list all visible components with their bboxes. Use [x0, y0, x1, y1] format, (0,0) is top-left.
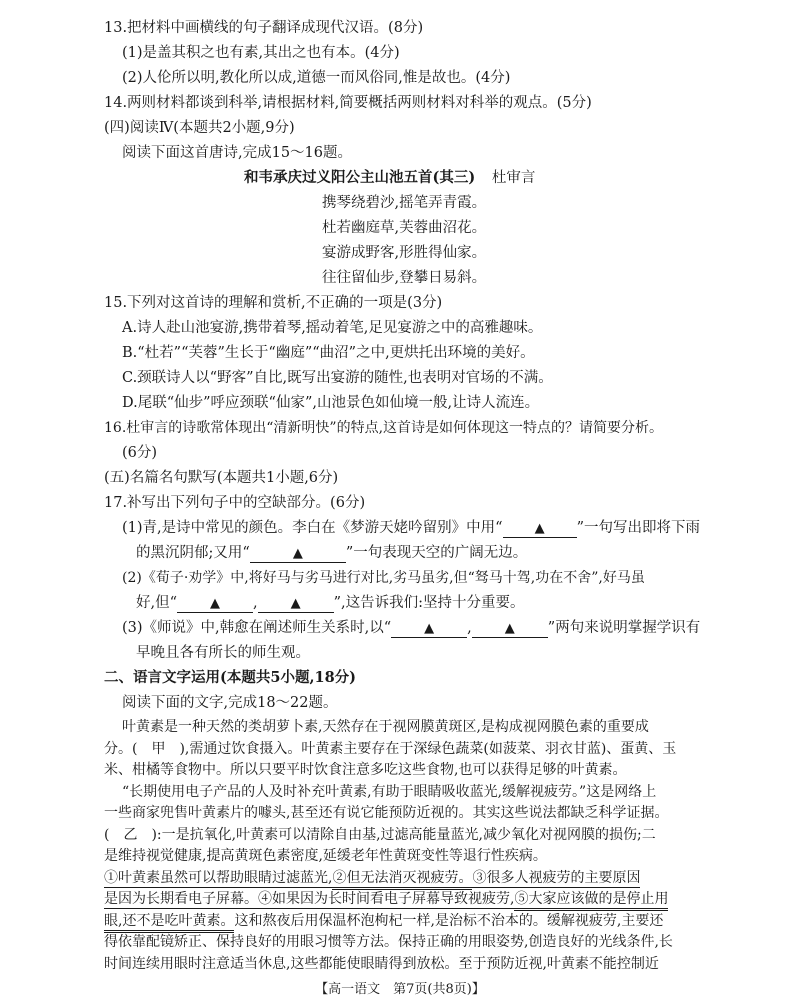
passage-line: 一些商家兜售叶黄素片的噱头,甚至还有说它能预防近视的。其实这些说法都缺乏科学证据。 [104, 805, 669, 821]
q17-text: , [467, 620, 472, 636]
sentence-5: ⑤大家应该做的是停止用 [514, 891, 668, 911]
q17-item-3-cont: 早晚且各有所长的师生观。 [136, 645, 310, 661]
poem-line: 杜若幽庭草,芙蓉曲沼花。 [322, 220, 487, 236]
q17-item-2: (2)《荀子·劝学》中,将好马与劣马进行对比,劣马虽劣,但“驽马十驾,功在不舍”,好马虽 [122, 570, 645, 586]
q16-points: (6分) [122, 445, 158, 461]
poem-heading [244, 168, 535, 188]
q17-text: (1)青,是诗中常见的颜色。李白在《梦游天姥吟留别》中用“ [122, 520, 503, 536]
q15-stem: 15.下列对这首诗的理解和赏析,不正确的一项是(3分) [104, 295, 443, 311]
page-footer: 【高一语文 第7页(共8页)】 [315, 982, 485, 997]
fill-blank[interactable]: ▲ [177, 596, 253, 613]
passage-line: 米、柑橘等食物中。所以只要平时饮食注意多吃这些食物,也可以获得足够的叶黄素。 [104, 762, 627, 778]
poem-title: 和韦承庆过义阳公主山池五首(其三) [244, 169, 476, 186]
q17-text: (3)《师说》中,韩愈在阐述师生关系时,以“ [122, 620, 392, 636]
q17-text: 的黑沉阴郁;又用“ [136, 545, 250, 561]
part2-intro: 阅读下面的文字,完成18～22题。 [122, 695, 338, 711]
q17-item-1-cont [136, 543, 527, 563]
q15-option-a: A.诗人赴山池宴游,携带着琴,摇动着笔,足见宴游之中的高雅趣味。 [122, 320, 543, 336]
sentence-3-cont: 是因为长期看电子屏幕。 [104, 891, 258, 907]
passage-line-hidden-b: 时间连续用眼时注意适当休息,这些都能使眼睛得到放松。至于预防近视,叶黄素不能控制近 [104, 955, 659, 972]
sentence-1: ①叶黄素虽然可以帮助眼睛过滤蓝光, [104, 869, 333, 886]
sentence-4: ④如果因为长时间看电子屏幕导致视疲劳, [258, 891, 515, 907]
q13-sentence-2: (2)人伦所以明,教化所以成,道德一而风俗同,惟是故也。(4分) [122, 70, 511, 86]
fill-blank[interactable]: ▲ [250, 546, 346, 563]
poem-line: 往往留仙步,登攀日易斜。 [322, 270, 487, 286]
section4-title: (四)阅读Ⅳ(本题共2小题,9分) [104, 120, 295, 136]
fill-blank[interactable]: ▲ [503, 521, 577, 538]
q15-option-b: B.“杜若”“芙蓉”生长于“幽庭”“曲沼”之中,更烘托出环境的美好。 [122, 345, 535, 361]
q17-item-3 [122, 618, 700, 638]
q17-item-1 [122, 518, 700, 538]
q17-text: , [253, 595, 258, 611]
poem-line: 携琴绕碧沙,摇笔弄青霞。 [322, 195, 487, 211]
q17-text: ”两句来说明掌握学识有 [547, 620, 701, 636]
passage-line [104, 912, 663, 931]
q17-text: ”一句表现天空的广阔无边。 [345, 545, 528, 561]
q15-option-d: D.尾联“仙步”呼应颈联“仙家”,山池景色如仙境一般,让诗人流连。 [122, 395, 540, 411]
passage-line: ( 乙 ):一是抗氧化,叶黄素可以清除自由基,过滤高能量蓝光,减少氧化对视网膜的损伤;二 [104, 826, 656, 843]
poem-line: 宴游成野客,形胜得仙家。 [322, 245, 487, 261]
part2-title: 二、语言文字运用(本题共5小题,18分) [104, 669, 357, 686]
q16-stem: 16.杜审言的诗歌常体现出“清新明快”的特点,这首诗是如何体现这一特点的？请简要分析。 [104, 420, 664, 436]
passage-line: 分。( 甲 ),需通过饮食摄入。叶黄素主要存在于深绿色蔬菜(如菠菜、羽衣甘蓝)、蛋黄、玉 [104, 740, 677, 757]
sentence-3: ③很多人视疲劳的主要原因 [472, 869, 641, 886]
q15-option-c: C.颈联诗人以“野客”自比,既写出宴游的随性,也表明对官场的不满。 [122, 370, 553, 386]
passage-line: 是维持视觉健康,提高黄斑色素密度,延缓老年性黄斑变性等退行性疾病。 [104, 848, 547, 864]
q17-stem: 17.补写出下列句子中的空缺部分。(6分) [104, 495, 366, 511]
q14-stem: 14.两则材料都谈到科举,请根据材料,简要概括两则材料对科举的观点。(5分) [104, 95, 592, 111]
passage-underlined-line [104, 869, 640, 888]
passage-line: 叶黄素是一种天然的类胡萝卜素,天然存在于视网膜黄斑区,是构成视网膜色素的重要成 [122, 719, 649, 735]
q17-item-2-cont [136, 593, 525, 613]
passage-line: “长期使用电子产品的人及时补充叶黄素,有助于眼睛吸收蓝光,缓解视疲劳。”这是网络上 [122, 783, 657, 800]
fill-blank[interactable]: ▲ [391, 621, 467, 638]
fill-blank[interactable]: ▲ [258, 596, 334, 613]
passage-line-hidden-a: 得依靠配镜矫正、保持良好的用眼习惯等方法。保持正确的用眼姿势,创造良好的光线条件,长 [104, 934, 673, 950]
fill-blank[interactable]: ▲ [472, 621, 548, 638]
q17-text: 好,但“ [136, 595, 178, 611]
section4-intro: 阅读下面这首唐诗,完成15～16题。 [122, 145, 353, 161]
q13-stem: 13.把材料中画横线的句子翻译成现代汉语。(8分) [104, 20, 424, 36]
passage-underlined-line [104, 890, 668, 909]
q17-text: ”,这告诉我们:坚持十分重要。 [333, 595, 525, 611]
poem-author: 杜审言 [491, 170, 536, 186]
q17-text: ”一句写出即将下雨 [576, 520, 700, 536]
q13-sentence-1: (1)是盖其积之也有素,其出之也有本。(4分) [122, 45, 400, 61]
section5-title: (五)名篇名句默写(本题共1小题,6分) [104, 470, 339, 486]
passage-text: 这和熬夜后用保温杯泡枸杞一样,是治标不治本的。缓解视疲劳,主要还 [234, 912, 664, 929]
sentence-2: ②但无法消灭视疲劳。 [332, 870, 472, 890]
sentence-5-cont: 眼,还不是吃叶黄素。 [104, 913, 234, 933]
